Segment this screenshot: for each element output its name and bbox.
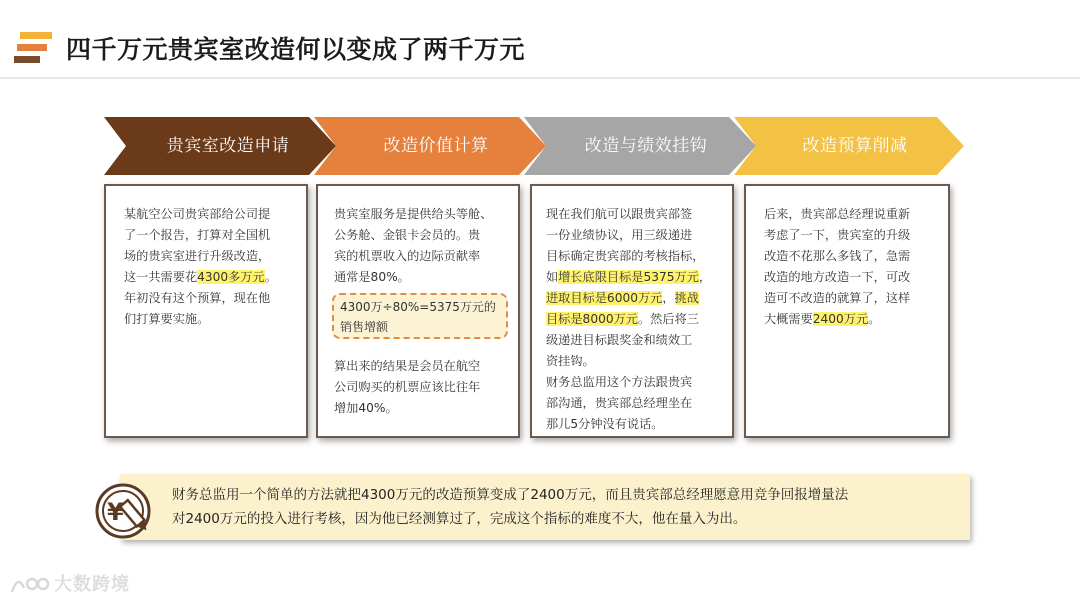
highlight-challenge: 挑战 bbox=[674, 291, 699, 305]
money-pencil-icon bbox=[93, 481, 155, 543]
text-line: 级递进目标跟奖金和绩效工 bbox=[546, 333, 693, 347]
step-1 bbox=[104, 117, 336, 175]
summary-line: 对2400万元的投入进行考核，因为他已经测算过了，完成这个指标的难度不大，他在量入为出。 bbox=[172, 511, 747, 527]
card-value-calc-text bbox=[334, 204, 518, 288]
text-line: 公务舱、金银卡会员的。贵 bbox=[334, 228, 481, 242]
text-line: 。然后将三 bbox=[637, 312, 699, 326]
highlight-amount: 4300多万元 bbox=[197, 270, 265, 284]
title-divider bbox=[0, 77, 1080, 79]
card-performance bbox=[530, 184, 734, 438]
text-line: 了一个报告，打算对全国机 bbox=[124, 228, 271, 242]
text-line: 们打算要实施。 bbox=[124, 312, 210, 326]
formula-line: 销售增额 bbox=[340, 320, 389, 334]
text-line: 宾的机票收入的边际贡献率 bbox=[334, 249, 481, 263]
card-budget-cut bbox=[744, 184, 950, 438]
text-line: 那儿5分钟没有说话。 bbox=[546, 417, 664, 431]
process-steps bbox=[104, 117, 964, 175]
text-line: 部沟通，贵宾部总经理坐在 bbox=[546, 396, 693, 410]
text-line: 改造的地方改造一下，可改 bbox=[764, 270, 911, 284]
step-3-label: 改造与绩效挂钩 bbox=[584, 136, 708, 156]
text-line: 。 bbox=[868, 312, 881, 326]
yen-symbol: ¥ bbox=[107, 498, 124, 526]
highlight-stretch-target: 进取目标是6000万元 bbox=[546, 291, 663, 305]
text-line: ， bbox=[698, 270, 712, 284]
logo-icon bbox=[14, 32, 54, 68]
formula-box bbox=[332, 293, 508, 339]
summary-text bbox=[172, 483, 962, 531]
summary-line: 财务总监用一个简单的方法就把4300万元的改造预算变成了2400万元，而且贵宾部总经理愿意用竞争回报增量法 bbox=[172, 487, 849, 503]
step-2 bbox=[314, 117, 546, 175]
text-line: 资挂钩。 bbox=[546, 354, 595, 368]
text-line: 公司购买的机票应该比往年 bbox=[334, 380, 481, 394]
card-value-calc bbox=[316, 184, 520, 438]
text-line: 场的贵宾室进行升级改造， bbox=[124, 249, 271, 263]
step-1-label: 贵宾室改造申请 bbox=[166, 136, 290, 156]
watermark-logo-icon bbox=[10, 572, 52, 598]
summary-box bbox=[120, 474, 970, 540]
text-line: 通常是80%。 bbox=[334, 270, 410, 284]
step-4 bbox=[734, 117, 964, 175]
text-line: 一份业绩协议，用三级递进 bbox=[546, 228, 693, 242]
card-budget-cut-text bbox=[764, 204, 948, 330]
text-line: 。 bbox=[264, 270, 277, 284]
text-line: 财务总监用这个方法跟贵宾 bbox=[546, 375, 693, 389]
text-line: 贵宾室服务是提供给头等舱、 bbox=[334, 207, 493, 221]
card-application-text bbox=[124, 204, 304, 330]
text-line: 如 bbox=[546, 270, 559, 284]
card-value-calc-result bbox=[334, 356, 518, 419]
text-line: 考虑了一下，贵宾室的升级 bbox=[764, 228, 911, 242]
step-3 bbox=[524, 117, 756, 175]
highlight-challenge-target: 目标是8000万元 bbox=[546, 312, 638, 326]
text-line: 年初没有这个预算，现在他 bbox=[124, 291, 271, 305]
text-line: 现在我们航可以跟贵宾部签 bbox=[546, 207, 693, 221]
text-line: 某航空公司贵宾部给公司提 bbox=[124, 207, 271, 221]
page-title: 四千万元贵宾室改造何以变成了两千万元 bbox=[66, 35, 526, 64]
text-line: 改造不花那么多钱了，急需 bbox=[764, 249, 911, 263]
watermark-text: 大数跨境 bbox=[54, 574, 130, 595]
step-4-label: 改造预算削减 bbox=[802, 136, 908, 156]
text-line: 后来，贵宾部总经理说重新 bbox=[764, 207, 911, 221]
card-performance-text bbox=[546, 204, 734, 435]
formula-line: 4300万÷80%=5375万元的 bbox=[340, 300, 496, 314]
text-line: 大概需要 bbox=[764, 312, 813, 326]
card-application bbox=[104, 184, 308, 438]
text-line: 增加40%。 bbox=[334, 401, 398, 415]
text-line: 算出来的结果是会员在航空 bbox=[334, 359, 481, 373]
text-line: ， bbox=[662, 291, 675, 305]
text-line: 这一共需要花 bbox=[124, 270, 198, 284]
highlight-final-amount: 2400万元 bbox=[812, 312, 869, 326]
text-line: 目标确定贵宾部的考核指标， bbox=[546, 249, 705, 263]
step-2-label: 改造价值计算 bbox=[383, 136, 489, 156]
text-line: 造可不改造的就算了，这样 bbox=[764, 291, 911, 305]
highlight-base-target: 增长底限目标是5375万元 bbox=[558, 270, 699, 284]
